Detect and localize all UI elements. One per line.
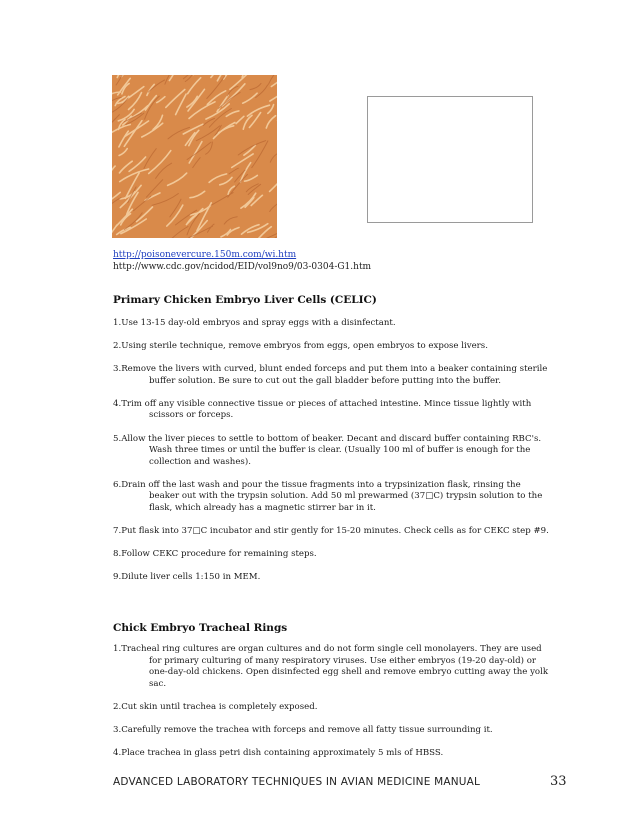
- celic-step: 6.Drain off the last wash and pour the tissue fragments into a trypsinization flask, rinsing the beaker out with the trypsin solution. Add 50 ml prewarmed (37□C) trypsin solution to the flask, which already has a magnetic stirrer bar in it.: [113, 479, 543, 514]
- celic-step: 7.Put flask into 37□C incubator and stir gently for 15-20 minutes. Check cells as for CEKC step #9.: [113, 526, 549, 537]
- tracheal-step: 1.Tracheal ring cultures are organ cultures and do not form single cell monolayers. They are used for primary culturing of many respiratory viruses. Use either embryos (19-20 day-old) or one-day-old chickens. Open disinfected egg shell and remove embryo cutting away the yolk sac.: [113, 644, 549, 689]
- tracheal-step: 2.Cut skin until trachea is completely exposed.: [113, 701, 318, 712]
- celic-step: 3.Remove the livers with curved, blunt ended forceps and put them into a beaker containing sterile buffer solution. Be sure to cut out the gall bladder before putting into the buffer.: [113, 364, 548, 386]
- cell-culture-micrograph: [112, 75, 277, 238]
- tracheal-step: 4.Place trachea in glass petri dish containing approximately 5 mls of HBSS.: [113, 748, 444, 759]
- celic-steps-list: [113, 318, 553, 595]
- page-number: 33: [550, 774, 567, 789]
- blank-image-frame: [367, 96, 533, 223]
- source-link-2: http://www.cdc.gov/ncidod/EID/vol9no9/03-0304-G1.htm: [113, 262, 372, 272]
- footer-manual-title: ADVANCED LABORATORY TECHNIQUES IN AVIAN MEDICINE MANUAL: [113, 776, 481, 788]
- celic-step: 1.Use 13-15 day-old embryos and spray eggs with a disinfectant.: [113, 318, 396, 328]
- celic-step: 5.Allow the liver pieces to settle to bottom of beaker. Decant and discard buffer containing RBC's. Wash three times or until the buffer is clear. (Usually 100 ml of buffer is enough for the collection and washes).: [113, 433, 542, 467]
- celic-section-title: Primary Chicken Embryo Liver Cells (CELIC): [113, 294, 377, 306]
- fibroblast-texture: [112, 75, 277, 238]
- source-link-1[interactable]: http://poisonevercure.150m.com/wi.htm: [113, 250, 297, 260]
- celic-step: 4.Trim off any visible connective tissue or pieces of attached intestine. Mince tissue lightly with scissors or forceps.: [113, 398, 532, 421]
- tracheal-section-title: Chick Embryo Tracheal Rings: [113, 622, 288, 634]
- tracheal-step: 3.Carefully remove the trachea with forceps and remove all fatty tissue surrounding it.: [113, 724, 493, 735]
- celic-step: 2.Using sterile technique, remove embryos from eggs, open embryos to expose livers.: [113, 341, 488, 352]
- source-links: [113, 249, 371, 273]
- celic-step: 9.Dilute liver cells 1:150 in MEM.: [113, 572, 261, 583]
- celic-step: 8.Follow CEKC procedure for remaining steps.: [113, 549, 317, 560]
- tracheal-steps-list: [113, 644, 553, 771]
